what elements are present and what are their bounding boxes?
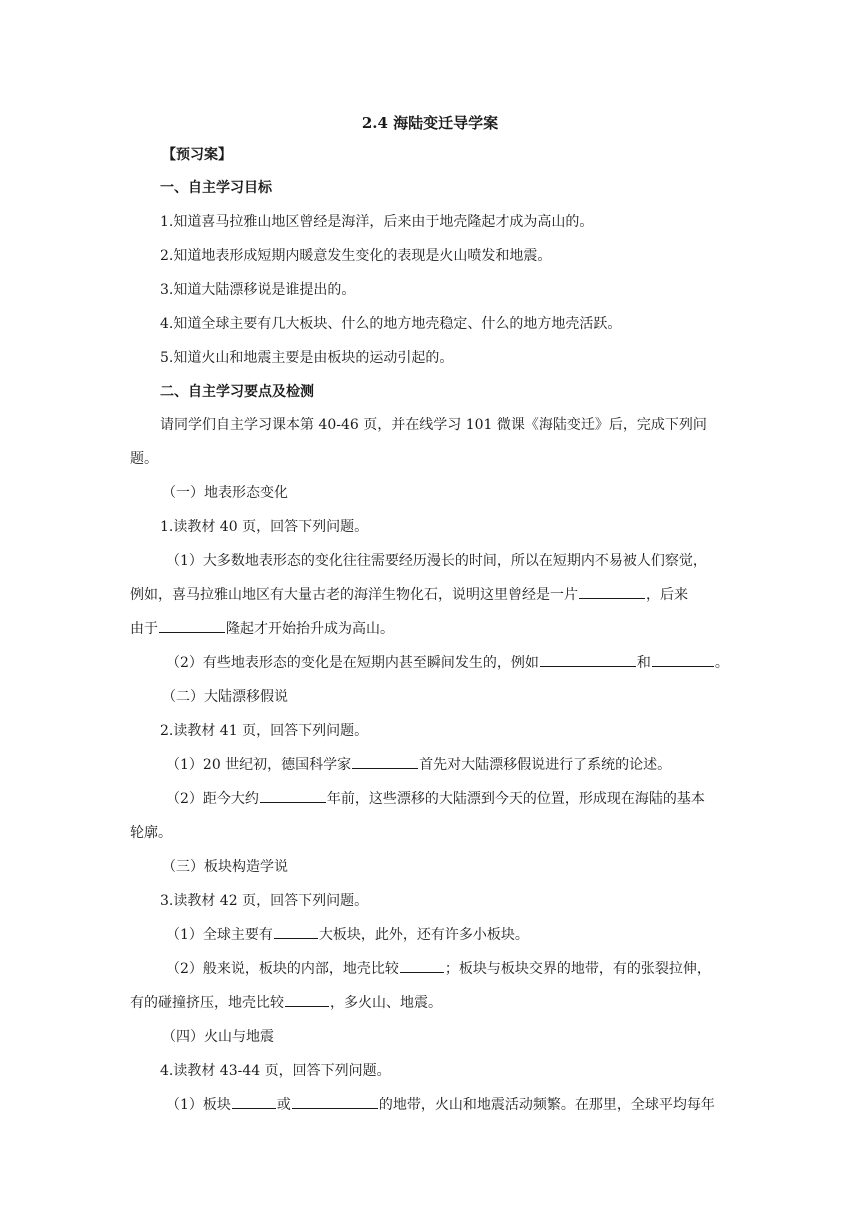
subsection-heading: （二）大陆漂移假说 (162, 689, 288, 705)
question-text (130, 618, 394, 640)
question-text-cont: 轮廓。 (130, 825, 172, 841)
text-segment: （1）全球主要有 (166, 927, 273, 943)
goal-item: 5.知道火山和地震主要是由板块的运动引起的。 (160, 350, 454, 366)
goal-item: 3.知道大陆漂移说是谁提出的。 (160, 282, 356, 298)
text-segment: 。 (714, 655, 729, 671)
section-preview: 【预习案】 (162, 147, 232, 163)
text-segment: （2）般来说，板块的内部，地壳比较 (166, 961, 399, 977)
heading-points: 二、自主学习要点及检测 (160, 384, 314, 400)
text-segment: ，后来 (646, 587, 688, 603)
answer-blank[interactable] (274, 924, 318, 939)
subsection-heading: （三）板块构造学说 (162, 859, 288, 875)
question-text (166, 924, 529, 946)
goal-item: 4.知道全球主要有几大板块、什么的地方地壳稳定、什么的地方地壳活跃。 (160, 316, 622, 332)
text-segment: 由于 (130, 621, 158, 637)
question-text (166, 1094, 715, 1116)
text-segment: ；板块与板块交界的地带，有的张裂拉伸， (444, 961, 711, 977)
goal-item: 2.知道地表形成短期内暖意发生变化的表现是火山喷发和地震。 (160, 248, 552, 264)
intro-text: 请同学们自主学习课本第 40-46 页，并在线学习 101 微课《海陆变迁》后，完成下列问 (160, 417, 707, 433)
answer-blank[interactable] (159, 618, 225, 633)
question-text (130, 584, 688, 606)
text-segment: 首先对大陆漂移假说进行了系统的论述。 (419, 757, 672, 773)
question-prompt: 2.读教材 41 页，回答下列问题。 (160, 723, 369, 739)
answer-blank[interactable] (540, 652, 636, 667)
question-text (166, 788, 705, 810)
question-text (130, 992, 442, 1014)
text-segment: （2）有些地表形态的变化是在短期内甚至瞬间发生的，例如 (166, 655, 539, 671)
subsection-heading: （四）火山与地震 (162, 1029, 274, 1045)
question-prompt: 3.读教材 42 页，回答下列问题。 (160, 893, 369, 909)
text-segment: 隆起才开始抬升成为高山。 (226, 621, 394, 637)
answer-blank[interactable] (285, 992, 329, 1007)
text-segment: 和 (636, 655, 651, 671)
intro-text-cont: 题。 (130, 451, 158, 467)
text-segment: 或 (276, 1097, 291, 1113)
question-text (166, 958, 711, 980)
question-prompt: 1.读教材 40 页，回答下列问题。 (160, 519, 369, 535)
text-segment: ，多火山、地震。 (330, 995, 442, 1011)
question-text (166, 754, 671, 776)
answer-blank[interactable] (652, 652, 714, 667)
text-segment: 年前，这些漂移的大陆漂到今天的位置，形成现在海陆的基本 (326, 791, 705, 807)
answer-blank[interactable] (579, 584, 645, 599)
answer-blank[interactable] (232, 1094, 276, 1109)
answer-blank[interactable] (292, 1094, 378, 1109)
text-segment: （2）距今大约 (166, 791, 259, 807)
question-text (166, 652, 729, 674)
text-segment: （1）20 世纪初，德国科学家 (166, 757, 352, 773)
text-segment: 大板块，此外，还有许多小板块。 (318, 927, 529, 943)
question-prompt: 4.读教材 43-44 页，回答下列问题。 (160, 1063, 391, 1079)
question-text: （1）大多数地表形态的变化往往需要经历漫长的时间，所以在短期内不易被人们察觉， (166, 553, 707, 569)
text-segment: 例如，喜马拉雅山地区有大量古老的海洋生物化石，说明这里曾经是一片 (130, 587, 578, 603)
text-segment: 的地带，火山和地震活动频繁。在那里，全球平均每年 (378, 1097, 715, 1113)
answer-blank[interactable] (260, 788, 326, 803)
doc-title: 2.4 海陆变迁导学案 (361, 114, 499, 132)
goal-item: 1.知道喜马拉雅山地区曾经是海洋，后来由于地壳隆起才成为高山的。 (160, 214, 594, 230)
heading-goals: 一、自主学习目标 (160, 180, 272, 196)
answer-blank[interactable] (400, 958, 444, 973)
text-segment: 有的碰撞挤压，地壳比较 (130, 995, 284, 1011)
answer-blank[interactable] (352, 754, 418, 769)
subsection-heading: （一）地表形态变化 (162, 485, 288, 501)
text-segment: （1）板块 (166, 1097, 231, 1113)
